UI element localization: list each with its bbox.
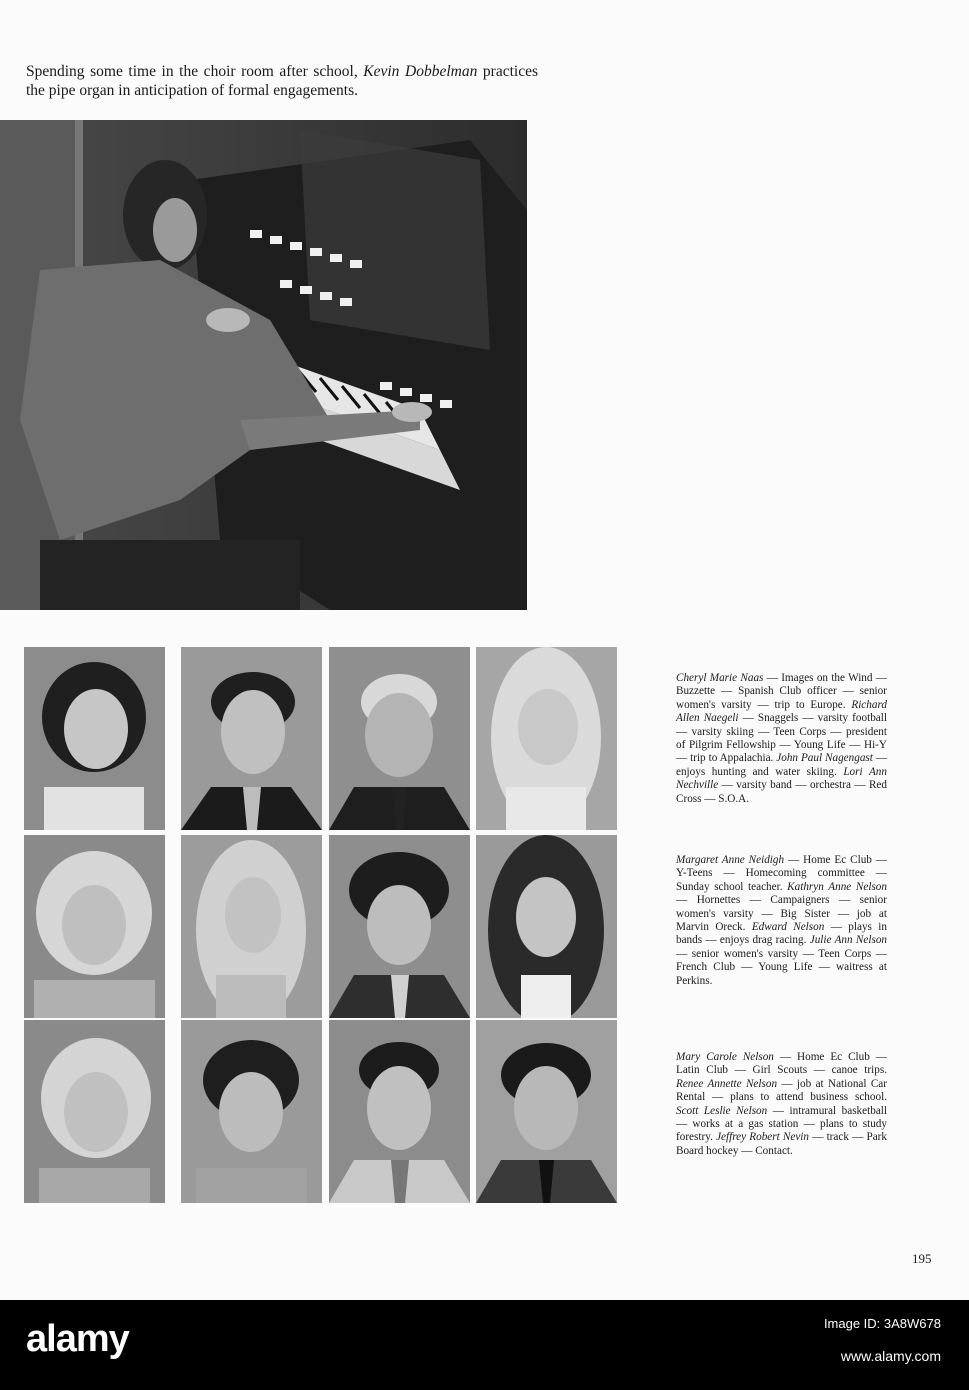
portrait-john-nagengast bbox=[329, 647, 470, 830]
student-activities: — Images on the Wind — Buzzette — Spanish Club officer — senior women's varsity — trip to Europe. bbox=[676, 672, 887, 711]
portrait-cheryl-naas bbox=[24, 647, 165, 830]
student-activities: — senior women's varsity — Teen Corps — French Club — Young Life — waitress at Perkins. bbox=[676, 947, 887, 987]
student-name: Jeffrey Robert Nevin bbox=[716, 1131, 809, 1144]
student-name: Mary Carole Nelson bbox=[676, 1051, 774, 1063]
student-activities: — Home Ec Club — Latin Club — Girl Scouts — canoe trips. bbox=[676, 1051, 887, 1077]
bio-block-row-3 bbox=[676, 1051, 887, 1158]
student-name: Renee Annette Nelson bbox=[676, 1077, 778, 1090]
footer-url: www.alamy.com bbox=[840, 1348, 941, 1364]
portrait-lori-nechville bbox=[476, 647, 617, 830]
student-name: Lori Ann Nechville bbox=[676, 765, 887, 792]
portrait-jeffrey-nevin bbox=[476, 1020, 617, 1203]
student-name: John Paul Nagengast bbox=[776, 752, 873, 765]
student-activities: — Home Ec Club — Y-Teens — Homecoming committee — Sunday school teacher. bbox=[676, 854, 887, 893]
image-id: Image ID: 3A8W678 bbox=[823, 1316, 941, 1331]
page-number: 195 bbox=[912, 1251, 932, 1266]
portrait-kathryn-nelson bbox=[181, 835, 322, 1018]
student-activities: — enjoys hunting and water skiing. bbox=[676, 752, 888, 778]
portrait-margaret-neidigh bbox=[24, 835, 165, 1018]
student-activities: — Hornettes — Campaigners — senior women's varsity — Big Sister — job at Marvin Oreck. bbox=[676, 894, 887, 934]
student-name: Kathryn Anne Nelson bbox=[787, 880, 887, 893]
student-activities: — intramural basketball — works at a gas station — plans to study forestry. bbox=[676, 1104, 888, 1144]
student-name: Scott Leslie Nelson bbox=[676, 1104, 768, 1117]
portrait-edward-nelson bbox=[329, 835, 470, 1018]
bio-block-row-2 bbox=[676, 854, 887, 988]
caption-name: Kevin Dobbelman bbox=[363, 63, 478, 80]
alamy-logo: alamy bbox=[26, 1318, 129, 1360]
student-activities: — plays in bands — enjoys drag racing. bbox=[676, 921, 887, 947]
organ-photo bbox=[0, 120, 527, 610]
student-name: Margaret Anne Neidigh bbox=[676, 854, 785, 866]
portrait-richard-naegeli bbox=[181, 647, 322, 830]
portrait-renee-nelson bbox=[181, 1020, 322, 1203]
watermark-footer bbox=[0, 1300, 969, 1390]
caption-text-after: practices the pipe organ in anticipation of formal engagements. bbox=[26, 63, 538, 99]
student-activities: — job at National Car Rental — plans to attend business school. bbox=[676, 1077, 888, 1104]
caption-text-before: Spending some time in the choir room after school, bbox=[26, 63, 364, 80]
student-name: Cheryl Marie Naas bbox=[676, 672, 764, 684]
student-name: Richard Allen Naegeli bbox=[676, 698, 887, 725]
student-activities: — Snaggels — varsity football — varsity skiing — Teen Corps — president of Pilgrim Fellowship — Young Life — Hi-Y — trip to Appalachia. bbox=[676, 712, 887, 765]
student-name: Julie Ann Nelson bbox=[809, 934, 888, 947]
student-activities: — track — Park Board hockey — Contact. bbox=[676, 1131, 887, 1157]
portrait-julie-nelson bbox=[476, 835, 617, 1018]
student-name: Edward Nelson bbox=[751, 921, 825, 934]
portrait-scott-nelson bbox=[329, 1020, 470, 1203]
bio-block-row-1 bbox=[676, 672, 887, 806]
student-activities: — varsity band — orchestra — Red Cross — S.O.A. bbox=[676, 779, 887, 805]
photo-caption bbox=[26, 62, 538, 100]
portrait-mary-nelson bbox=[24, 1020, 165, 1203]
